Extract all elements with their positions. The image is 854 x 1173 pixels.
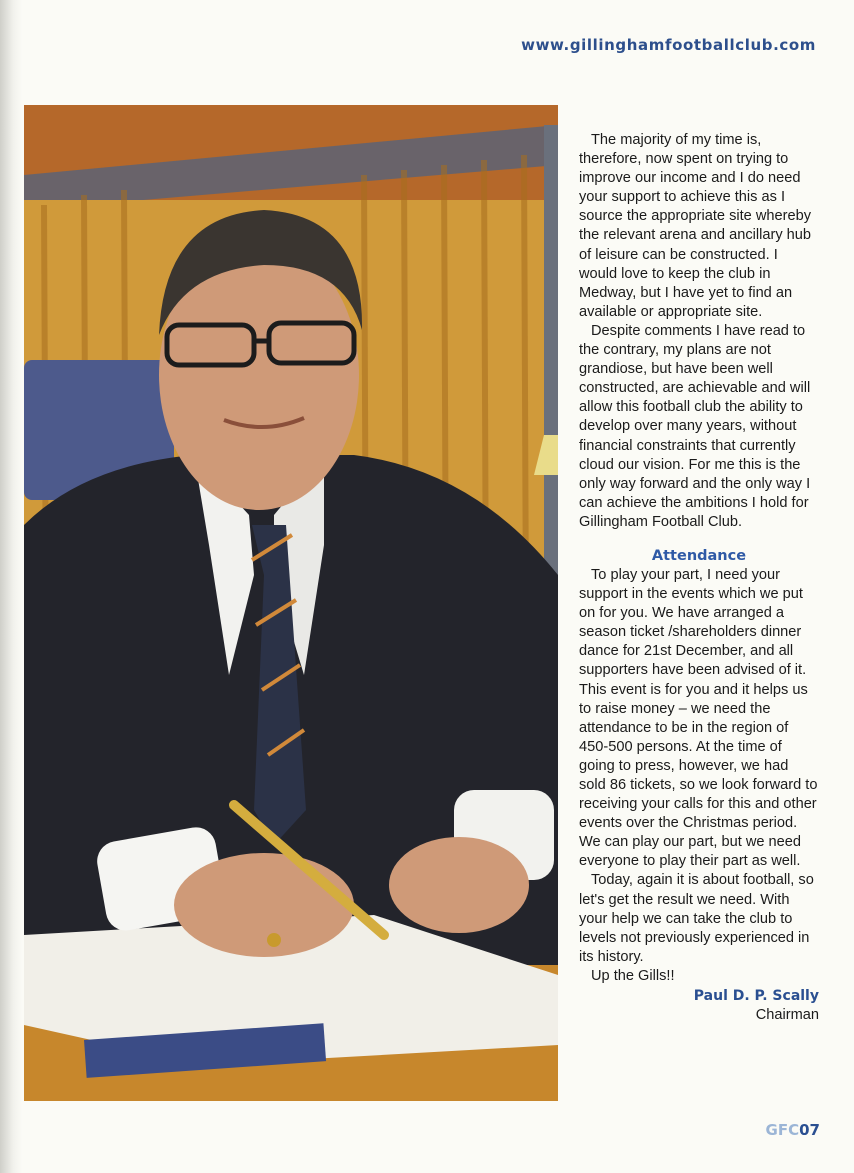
article-paragraph: To play your part, I need your support in the events which we put on for you. We have arranged a season ticket /shareholders dinner dance for 21st December, and all supporters have been advised of it. This event is for you and it helps us to raise money – we need the attendance to be in the region of 450-500 persons. At the time of going to press, however, we had sold 86 tickets, so we look forward to receiving your calls for this and other events over the Christmas period. We can play our part, but we need everyone to play their part as well.	[579, 566, 818, 870]
article-paragraph: Despite comments I have read to the contrary, my plans are not grandiose, but have been well constructed, are achievable and will allow this football club the ability to develop over many years, without financial constraints that currently cloud our vision. For me this is the only way forward and the only way I can achieve the ambitions I hold for Gillingham Football Club.	[579, 322, 811, 530]
article-closing-line: Up the Gills!!	[591, 967, 675, 984]
signature-name: Paul D. P. Scally	[693, 988, 819, 1005]
folio-number: 07	[799, 1121, 820, 1139]
page-gutter-shadow	[0, 0, 22, 1173]
website-url: www.gillinghamfootballclub.com	[521, 36, 816, 54]
article-paragraph: Today, again it is about football, so let's get the result we need. With your help we can take the club to levels not previously experienced in its history.	[579, 872, 814, 965]
signature-title: Chairman	[755, 1007, 819, 1024]
article-paragraph: The majority of my time is, therefore, now spent on trying to improve our income and I do need your support to achieve this as I source the appropriate site whereby the relevant arena and ancillary hub of leisure can be constructed. I would love to keep the club in Medway, but I have yet to find an available or appropriate site.	[579, 132, 812, 320]
section-heading-attendance: Attendance	[651, 547, 747, 564]
page-number	[766, 1121, 820, 1139]
chairman-article	[579, 131, 819, 1025]
chairman-photo	[24, 105, 558, 1101]
folio-prefix: GFC	[765, 1121, 800, 1139]
